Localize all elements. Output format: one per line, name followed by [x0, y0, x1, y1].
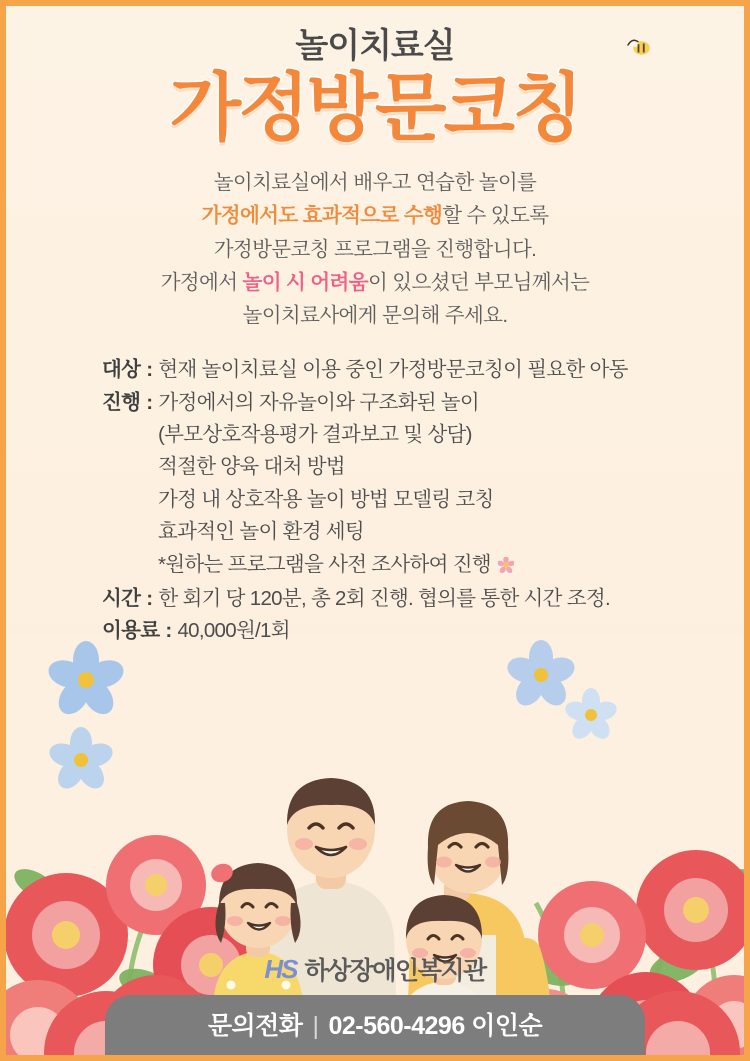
detail-value-fee: 40,000원/1회 [177, 619, 290, 643]
hs-logo-icon: HS [264, 953, 297, 984]
detail-label-process: 진행 [102, 390, 141, 414]
process-subline-3: 가정 내 상호작용 놀이 방법 모델링 코칭 [158, 487, 494, 511]
process-subline-1: (부모상호작용평가 결과보고 및 상담) [158, 423, 472, 447]
detail-label-target: 대상 [102, 358, 141, 382]
organization-name: 하상장애인복지관 [304, 957, 486, 985]
detail-row-time [102, 583, 710, 615]
intro-line-3: 가정방문코칭 프로그램을 진행합니다. [213, 237, 537, 261]
intro-line-4-post: 이 있으셨던 부모님께서는 [367, 270, 590, 294]
intro-line-5: 놀이치료사에게 문의해 주세요. [242, 304, 508, 328]
intro-line-2-rest: 할 수 있도록 [442, 204, 549, 228]
intro-line-2 [6, 199, 744, 232]
bee-icon [622, 36, 652, 66]
page-title: 가정방문코칭 [169, 66, 581, 150]
detail-value-time: 한 회기 당 120분, 총 2회 진행. 협의를 통한 시간 조정. [158, 586, 610, 610]
intro-line-1: 놀이치료실에서 배우고 연습한 놀이를 [213, 171, 537, 195]
process-subline-2: 적절한 양육 대처 방법 [158, 455, 345, 479]
detail-row-fee [102, 615, 710, 647]
poster-footer [6, 951, 744, 1055]
contact-bar [105, 995, 645, 1055]
detail-sep-fee: : [165, 619, 172, 643]
process-subline-5 [102, 549, 710, 581]
intro-line-4 [6, 266, 744, 299]
kicker-text: 놀이치료실 [295, 27, 455, 65]
contact-divider: | [312, 1012, 319, 1040]
detail-value-target: 현재 놀이치료실 이용 중인 가정방문코칭이 필요한 아동 [158, 358, 628, 382]
intro-line-2-highlight: 가정에서도 효과적으로 수행 [201, 204, 443, 228]
detail-sep-time: : [146, 586, 153, 610]
detail-value-process: 가정에서의 자유놀이와 구조화된 놀이 [158, 390, 479, 414]
details-list [6, 354, 744, 647]
process-subline-4: 효과적인 놀이 환경 세팅 [158, 520, 365, 544]
intro-paragraph [6, 166, 744, 332]
contact-label: 문의전화 [207, 1012, 303, 1040]
contact-person: 이인순 [471, 1012, 543, 1040]
poster-header [6, 6, 744, 150]
intro-line-4-pre: 가정에서 [160, 270, 243, 294]
detail-label-fee: 이용료 [102, 619, 160, 643]
intro-line-4-highlight: 놀이 시 어려움 [242, 270, 368, 294]
contact-phone[interactable]: 02-560-4296 [328, 1012, 465, 1040]
detail-sep-process: : [146, 390, 153, 414]
process-subline-5-text: *원하는 프로그램을 사전 조사하여 진행 [158, 552, 491, 576]
detail-sep-target: : [146, 358, 153, 382]
flower-icon [498, 557, 514, 573]
detail-row-process [102, 387, 710, 419]
detail-row-target [102, 354, 710, 386]
organization-logo [6, 951, 744, 987]
detail-label-time: 시간 [102, 586, 141, 610]
